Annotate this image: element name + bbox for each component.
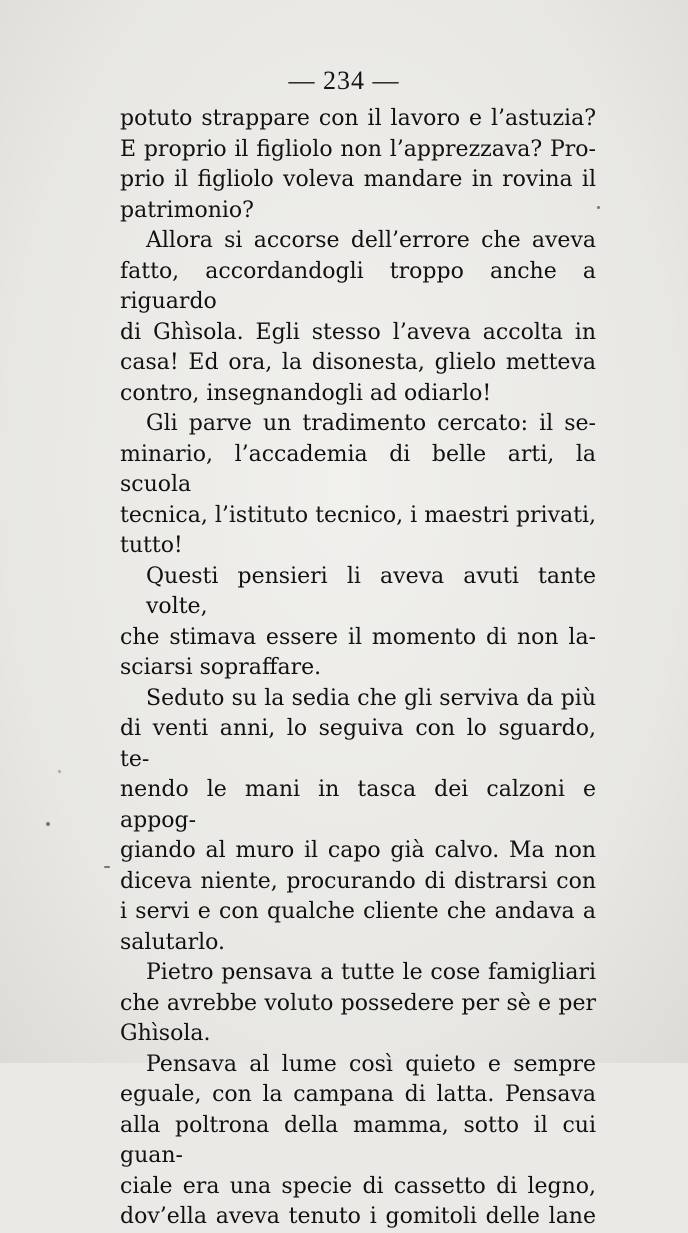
paragraph-3 xyxy=(120,409,596,562)
text-line: Gli parve un tradimento cercato: il se- xyxy=(146,411,596,436)
ink-speck xyxy=(58,770,61,773)
text-line: che stimava essere il momento di non la- xyxy=(120,624,596,650)
text-line: E proprio il figliolo non l’apprezzava? Pro- xyxy=(120,136,596,162)
paragraph-1 xyxy=(120,104,596,226)
text-line: Questi pensieri li aveva avuti tante volte, xyxy=(146,563,596,619)
paragraph-6 xyxy=(120,958,596,1050)
paragraph-4 xyxy=(120,562,596,684)
ink-speck xyxy=(104,866,110,868)
paragraph-5 xyxy=(120,684,596,959)
body-text xyxy=(120,104,596,1233)
text-line: minario, l’accademia di belle arti, la scuola xyxy=(120,441,596,497)
text-line: fatto, accordandogli troppo anche a riguardo xyxy=(120,258,596,314)
text-line: patrimonio? xyxy=(120,197,254,223)
ink-speck xyxy=(46,822,50,826)
text-line: dov’ella aveva tenuto i gomitoli delle lane xyxy=(120,1204,596,1229)
text-line: prio il figliolo voleva mandare in rovina il xyxy=(120,167,596,192)
text-line: casa! Ed ora, la disonesta, glielo metteva xyxy=(120,350,596,375)
text-line: diceva niente, procurando di distrarsi con xyxy=(120,868,596,894)
text-line: sciarsi sopraffare. xyxy=(120,655,322,680)
text-line: Allora si accorse dell’errore che aveva xyxy=(146,228,596,253)
text-line: tutto! xyxy=(120,533,183,558)
text-line: Ghìsola. xyxy=(120,1021,211,1046)
text-line: che avrebbe voluto possedere per sè e per xyxy=(120,990,596,1016)
text-line: Pensava al lume così quieto e sempre xyxy=(146,1051,596,1077)
text-line: giando al muro il capo già calvo. Ma non xyxy=(120,838,596,863)
text-line: di Ghìsola. Egli stesso l’aveva accolta in xyxy=(120,319,596,345)
text-line: tecnica, l’istituto tecnico, i maestri privati, xyxy=(120,502,596,528)
text-line: contro, insegnandogli ad odiarlo! xyxy=(120,380,492,406)
text-line: Seduto su la sedia che gli serviva da più xyxy=(146,685,596,711)
page-number: — 234 — xyxy=(288,66,400,95)
text-line: eguale, con la campana di latta. Pensava xyxy=(120,1082,596,1107)
text-line: nendo le mani in tasca dei calzoni e appog- xyxy=(120,777,596,833)
text-line: alla poltrona della mamma, sotto il cui guan- xyxy=(120,1112,596,1168)
text-line: potuto strappare con il lavoro e l’astuzia? xyxy=(120,106,596,131)
text-line: di venti anni, lo seguiva con lo sguardo, te- xyxy=(120,716,596,772)
text-line: ciale era una specie di cassetto di legno, xyxy=(120,1173,596,1199)
text-line: Pietro pensava a tutte le cose famigliari xyxy=(146,960,596,985)
paragraph-2 xyxy=(120,226,596,409)
text-line: salutarlo. xyxy=(120,929,225,955)
text-line: i servi e con qualche cliente che andava a xyxy=(120,899,596,924)
paragraph-7 xyxy=(120,1050,596,1233)
ink-speck xyxy=(597,206,600,209)
